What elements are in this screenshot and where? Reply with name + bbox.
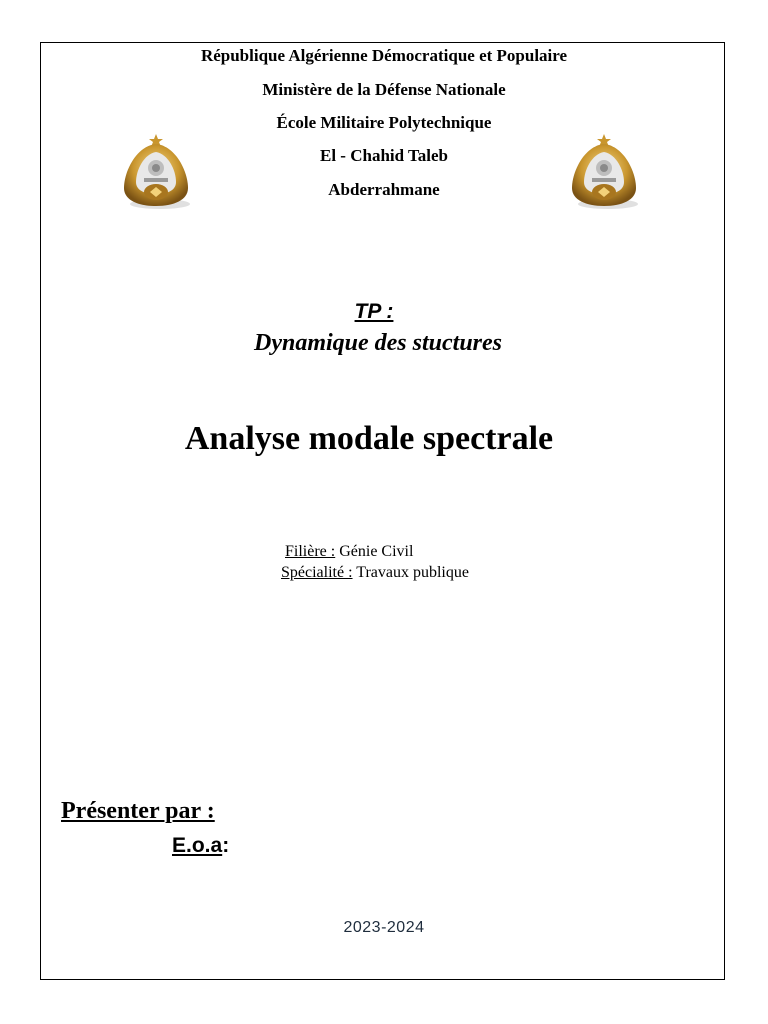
filiere-label: Filière :	[285, 543, 336, 560]
eoa-label: E.o.a	[172, 834, 223, 857]
header-abderrahmane: Abderrahmane	[328, 180, 440, 199]
filiere-value: Génie Civil	[335, 543, 414, 560]
specialite-value: Travaux publique	[352, 564, 469, 581]
header-republic: République Algérienne Démocratique et Populaire	[200, 46, 568, 65]
filiere-row	[285, 542, 413, 562]
header-chahid: El - Chahid Taleb	[319, 146, 449, 165]
specialite-row	[281, 563, 469, 583]
eoa-row	[172, 834, 229, 858]
eoa-colon: :	[222, 834, 230, 857]
school-emblem-icon	[116, 132, 196, 212]
header-ministry: Ministère de la Défense Nationale	[262, 80, 506, 99]
presenter-label: Présenter par :	[61, 798, 215, 824]
specialite-label: Spécialité :	[281, 564, 353, 581]
document-title: Analyse modale spectrale	[184, 420, 554, 457]
tp-label: TP :	[354, 300, 394, 323]
tp-subject: Dynamique des stuctures	[253, 330, 502, 356]
school-emblem-icon	[564, 132, 644, 212]
academic-year: 2023-2024	[343, 919, 425, 936]
header-school: École Militaire Polytechnique	[276, 113, 492, 132]
